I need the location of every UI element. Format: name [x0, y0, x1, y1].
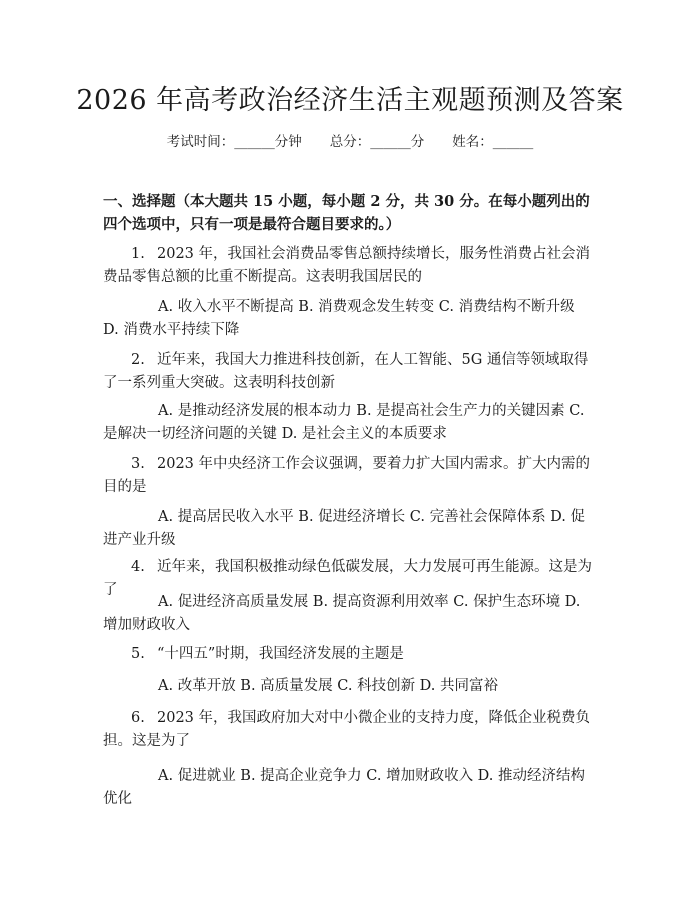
question-text: 2023 年，我国政府加大对中小微企业的支持力度，降低企业税费负担。这是为了 — [103, 710, 591, 749]
question-options: A. 收入水平不断提高 B. 消费观念发生转变 C. 消费结构不断升级 D. 消费水平持续下降 — [103, 299, 575, 338]
question-number: 4. — [131, 559, 145, 575]
question-text: 2023 年中央经济工作会议强调，要着力扩大国内需求。扩大内需的目的是 — [103, 456, 591, 495]
exam-time: 考试时间：______分钟 — [166, 134, 302, 150]
question-text: 近年来，我国积极推动绿色低碳发展，大力发展可再生能源。这是为了 — [103, 559, 592, 598]
exam-score: 总分：______分 — [329, 134, 425, 150]
section-heading: 一、选择题（本大题共 15 小题，每小题 2 分，共 30 分。在每小题列出的四个选项中，只有一项是最符合题目要求的。） — [103, 193, 590, 233]
question-stem — [103, 349, 593, 395]
question-options: A. 是推动经济发展的根本动力 B. 是提高社会生产力的关键因素 C. 是解决一切经济问题的关键 D. 是社会主义的本质要求 — [103, 403, 585, 442]
question-options: A. 促进就业 B. 提高企业竞争力 C. 增加财政收入 D. 推动经济结构优化 — [103, 768, 586, 807]
question-number: 2. — [131, 352, 145, 368]
question-stem — [103, 643, 593, 666]
question-options: A. 改革开放 B. 高质量发展 C. 科技创新 D. 共同富裕 — [158, 678, 499, 694]
question-stem — [103, 453, 593, 499]
exam-meta — [0, 130, 700, 150]
student-name-field: 姓名：______ — [452, 134, 534, 150]
question-number: 5. — [131, 646, 145, 662]
question-number: 6. — [131, 710, 145, 726]
question-text: 近年来，我国大力推进科技创新，在人工智能、5G 通信等领域取得了一系列重大突破。这表明科技创新 — [103, 352, 589, 391]
question-text: “十四五”时期，我国经济发展的主题是 — [157, 646, 404, 662]
question-stem — [103, 707, 593, 753]
document-title: 2026 年高考政治经济生活主观题预测及答案 — [76, 85, 624, 116]
question-number: 3. — [131, 456, 145, 472]
question-text: 2023 年，我国社会消费品零售总额持续增长，服务性消费占社会消费品零售总额的比重不断提高。这表明我国居民的 — [103, 246, 591, 285]
question-number: 1. — [131, 246, 145, 262]
question-options: A. 提高居民收入水平 B. 促进经济增长 C. 完善社会保障体系 D. 促进产业升级 — [103, 509, 586, 548]
question-stem — [103, 243, 593, 289]
question-options: A. 促进经济高质量发展 B. 提高资源利用效率 C. 保护生态环境 D. 增加财政收入 — [103, 594, 581, 633]
